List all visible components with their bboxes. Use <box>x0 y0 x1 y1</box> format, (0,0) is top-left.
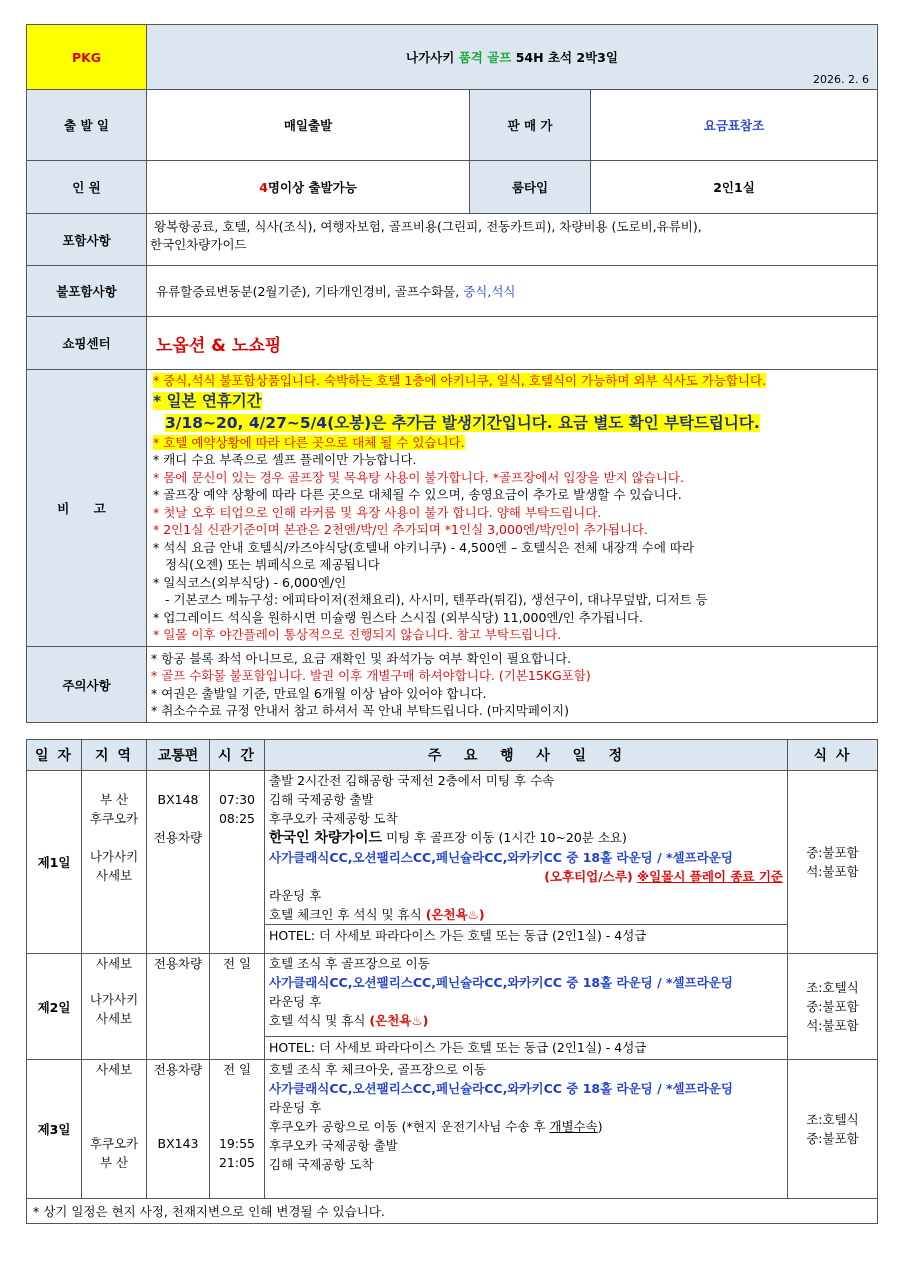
excluded-value <box>147 266 878 317</box>
day1-it-4-text: 미팅 후 골프장 이동 (1시간 10~20분 소요) <box>386 830 627 845</box>
day3-it-4c: ) <box>597 1119 603 1134</box>
day1-region <box>82 771 147 954</box>
day1-region-3: 나가사키 <box>89 849 139 864</box>
day2-onsen: (온천욕♨) <box>369 1013 429 1028</box>
page-title <box>147 25 878 90</box>
remark-14: * 업그레이드 석식을 원하시면 미슐랭 원스타 스시집 (외부식당) 11,000엔/인 추가됩니다. <box>153 609 644 625</box>
day2-time-1: 전 일 <box>222 956 252 971</box>
day3-it-4b: 개별수속 <box>549 1119 598 1134</box>
remark-1 <box>151 372 873 390</box>
day2-region <box>82 954 147 1060</box>
day3-meal-2: 중:불포함 <box>806 1131 859 1146</box>
day3-region-2: 후쿠오카 <box>89 1136 139 1151</box>
day1-transport <box>147 771 210 954</box>
title-prefix: 나가사키 <box>406 50 455 65</box>
day3-time <box>210 1060 265 1199</box>
price-value: 요금표참조 <box>591 90 878 161</box>
people-label: 인 원 <box>27 161 147 214</box>
day2-itinerary <box>265 954 788 1060</box>
caution-4: * 취소수수료 규정 안내서 참고 하셔서 꼭 안내 부탁드립니다. (마지막페이지) <box>151 703 569 718</box>
included-line-2: 한국인차량가이드 <box>150 237 247 252</box>
title-highlight: 품격 골프 <box>458 50 512 65</box>
day2-it-1: 호텔 조식 후 골프장으로 이동 <box>269 956 430 971</box>
title-suffix: 54H 초석 2박3일 <box>515 50 618 65</box>
day1-it-8a: 호텔 체크인 후 석식 및 휴식 <box>269 907 422 922</box>
day3-region-3: 부 산 <box>99 1155 129 1170</box>
day1-it-6a: (오후티업/스루) <box>544 869 633 884</box>
day2-region-2: 나가사키 <box>89 992 139 1007</box>
day1-region-1: 부 산 <box>99 792 129 807</box>
day1-time-1: 07:30 <box>218 792 256 807</box>
header-transport: 교통편 <box>147 740 210 771</box>
remark-1-text: * 중식,석식 불포함상품입니다. 숙박하는 호텔 1층에 야키니쿠, 일식, 호텔식이 가능하며 외부 식사도 가능합니다. <box>153 373 767 388</box>
day2-meal-3: 석:불포함 <box>806 1018 859 1033</box>
remark-8: * 첫날 오후 티업으로 인해 라커룸 및 욕장 사용이 불가 합니다. 양해 부탁드립니다. <box>153 504 602 520</box>
departure-label: 출 발 일 <box>27 90 147 161</box>
day1-it-5: 사가클래식CC,오션팰리스CC,페닌슐라CC,와카키CC 중 18홀 라운딩 / *셀프라운딩 <box>269 850 733 865</box>
table-row <box>27 954 878 1060</box>
day3-time-3: 21:05 <box>218 1155 256 1170</box>
shopping-label: 쇼핑센터 <box>27 317 147 370</box>
day2-region-3: 사세보 <box>95 1011 133 1026</box>
remark-12: * 일식코스(외부식당) - 6,000엔/인 <box>153 574 347 590</box>
remark-3-text: 3/18~20, 4/27~5/4(오봉)은 추가금 발생기간입니다. 요금 별도 확인 부탁드립니다. <box>165 413 760 432</box>
schedule-table <box>26 739 878 1224</box>
excluded-meals: 중식,석식 <box>463 284 516 299</box>
day2-it-3: 라운딩 후 <box>269 994 322 1009</box>
day1-transport-1: BX148 <box>157 792 199 807</box>
remark-2-text: * 일본 연휴기간 <box>153 391 262 410</box>
remark-10: * 석식 요금 안내 호텔식/카즈야식당(호텔내 야키니쿠) - 4,500엔 – 호텔식은 전체 내장객 수에 따라 <box>153 539 695 555</box>
day1-hotel: HOTEL: 더 사세보 파라다이스 가든 호텔 또는 동급 (2인1실) - 4성급 <box>265 924 787 947</box>
remark-5: * 캐디 수요 부족으로 셀프 플레이만 가능합니다. <box>153 452 417 467</box>
table-row <box>27 1060 878 1199</box>
day2-meal <box>788 954 878 1060</box>
day1-it-1: 출발 2시간전 김해공항 국제선 2층에서 미팅 후 수속 <box>269 773 555 788</box>
caution-2: * 골프 수화물 불포함입니다. 발권 이후 개별구매 하셔야합니다. (기본15KG포함) <box>151 668 591 683</box>
day2-it-4 <box>269 1011 783 1030</box>
day1-meal <box>788 771 878 954</box>
document-date: 2026. 2. 6 <box>813 73 869 86</box>
day3-transport-2: BX143 <box>157 1136 199 1151</box>
day2-time <box>210 954 265 1060</box>
day1-it-4 <box>269 828 783 848</box>
day3-it-1: 호텔 조식 후 체크아웃, 골프장으로 이동 <box>269 1062 487 1077</box>
people-text: 명이상 출발가능 <box>267 180 357 195</box>
remarks-content <box>147 370 878 647</box>
day1-label: 제1일 <box>27 771 82 954</box>
day2-meal-1: 조:호텔식 <box>806 980 859 995</box>
remark-2 <box>151 390 873 412</box>
day3-time-1: 전 일 <box>222 1062 252 1077</box>
remark-4-text: * 호텔 예약상황에 따라 다른 곳으로 대체 될 수 있습니다. <box>153 434 465 450</box>
day2-label: 제2일 <box>27 954 82 1060</box>
header-region: 지 역 <box>82 740 147 771</box>
excluded-label: 불포함사항 <box>27 266 147 317</box>
day3-region <box>82 1060 147 1199</box>
day3-it-6: 김해 국제공항 도착 <box>269 1157 374 1172</box>
day2-hotel: HOTEL: 더 사세보 파라다이스 가든 호텔 또는 동급 (2인1실) - 4성급 <box>265 1036 787 1059</box>
day1-meal-1: 중:불포함 <box>806 845 859 860</box>
day1-itinerary <box>265 771 788 954</box>
room-value: 2인1실 <box>591 161 878 214</box>
cautions-label: 주의사항 <box>27 647 147 723</box>
remarks-label: 비 고 <box>27 370 147 647</box>
price-label: 판 매 가 <box>470 90 591 161</box>
caution-3: * 여권은 출발일 기준, 만료일 6개월 이상 남아 있어야 합니다. <box>151 685 487 701</box>
day3-it-5: 후쿠오카 국제공항 출발 <box>269 1138 398 1153</box>
departure-value: 매일출발 <box>147 90 470 161</box>
room-label: 룸타입 <box>470 161 591 214</box>
footer-note: * 상기 일정은 현지 사정, 천재지변으로 인해 변경될 수 있습니다. <box>27 1199 878 1224</box>
people-count: 4 <box>259 180 268 195</box>
day1-transport-2: 전용차량 <box>153 830 203 845</box>
day1-it-2: 김해 국제공항 출발 <box>269 792 374 807</box>
remark-6: * 몸에 문신이 있는 경우 골프장 및 목욕탕 사용이 불가합니다. *골프장에서 입장을 받지 않습니다. <box>153 469 684 485</box>
header-meal: 식 사 <box>788 740 878 771</box>
day1-region-4: 사세보 <box>95 868 133 883</box>
day1-guide: 한국인 차량가이드 <box>269 830 383 846</box>
day3-transport <box>147 1060 210 1199</box>
excluded-text: 유류할증료변동분(2월기준), 기타개인경비, 골프수화물, <box>156 284 460 299</box>
header-itinerary: 주 요 행 사 일 정 <box>265 740 788 771</box>
included-value <box>147 214 878 266</box>
day2-it-4a: 호텔 석식 및 휴식 <box>269 1013 366 1028</box>
day3-it-3: 라운딩 후 <box>269 1100 322 1115</box>
day3-label: 제3일 <box>27 1060 82 1199</box>
day1-it-8 <box>269 905 783 924</box>
header-day: 일 자 <box>27 740 82 771</box>
remark-7: * 골프장 예약 상황에 따라 다른 곳으로 대체될 수 있으며, 송영요금이 추가로 발생할 수 있습니다. <box>153 487 682 502</box>
remark-11: 정식(오젠) 또는 뷔페식으로 제공됩니다 <box>165 557 380 572</box>
day1-it-3: 후쿠오카 국제공항 도착 <box>269 811 398 826</box>
remark-4 <box>151 434 873 452</box>
day1-region-2: 후쿠오카 <box>89 811 139 826</box>
day3-meal-1: 조:호텔식 <box>806 1112 859 1127</box>
day2-transport <box>147 954 210 1060</box>
header-time: 시 간 <box>210 740 265 771</box>
day3-time-2: 19:55 <box>218 1136 256 1151</box>
table-row <box>27 771 878 954</box>
day1-it-7: 라운딩 후 <box>269 888 322 903</box>
day1-onsen: (온천욕♨) <box>425 907 485 922</box>
remark-9: * 2인1실 신관기준이며 본관은 2천엔/박/인 추가되며 *1인실 3,000엔/박/인이 추가됩니다. <box>153 522 648 537</box>
day3-itinerary <box>265 1060 788 1199</box>
remark-3 <box>151 412 873 434</box>
day3-it-4 <box>269 1117 783 1136</box>
people-value <box>147 161 470 214</box>
day2-it-2: 사가클래식CC,오션팰리스CC,페닌슐라CC,와카키CC 중 18홀 라운딩 / *셀프라운딩 <box>269 975 733 990</box>
included-line-1: 왕복항공료, 호텔, 식사(조식), 여행자보험, 골프비용(그린피, 전동카트피), 차량비용 (도로비,유류비), <box>154 219 702 234</box>
day3-transport-1: 전용차량 <box>153 1062 203 1077</box>
day1-time <box>210 771 265 954</box>
day1-time-2: 08:25 <box>218 811 256 826</box>
remark-15: * 일몰 이후 야간플레이 통상적으로 진행되지 않습니다. 참고 부탁드립니다. <box>153 627 562 642</box>
day1-it-6b: ※일몰시 플레이 종료 기준 <box>637 869 783 884</box>
day2-meal-2: 중:불포함 <box>806 999 859 1014</box>
day2-region-1: 사세보 <box>95 956 133 971</box>
day1-meal-2: 석:불포함 <box>806 864 859 879</box>
day3-region-1: 사세보 <box>95 1062 133 1077</box>
info-table <box>26 24 878 723</box>
shopping-value: 노옵션 & 노쇼핑 <box>147 317 878 370</box>
included-label: 포함사항 <box>27 214 147 266</box>
day3-it-4a: 후쿠오카 공항으로 이동 (*현지 운전기사님 수송 후 <box>269 1119 550 1134</box>
cautions-content <box>147 647 878 723</box>
pkg-badge: PKG <box>27 25 147 90</box>
remark-13: - 기본코스 메뉴구성: 에피타이저(전채요리), 사시미, 텐푸라(튀김), 생선구이, 대나무덮밥, 디저트 등 <box>165 592 708 607</box>
day3-it-2: 사가클래식CC,오션팰리스CC,페닌슐라CC,와카키CC 중 18홀 라운딩 / *셀프라운딩 <box>269 1081 733 1096</box>
caution-1: * 항공 블록 좌석 아니므로, 요금 재확인 및 좌석가능 여부 확인이 필요합니다. <box>151 650 572 666</box>
day3-meal <box>788 1060 878 1199</box>
day1-it-6 <box>269 867 783 886</box>
day2-transport-1: 전용차량 <box>153 956 203 971</box>
